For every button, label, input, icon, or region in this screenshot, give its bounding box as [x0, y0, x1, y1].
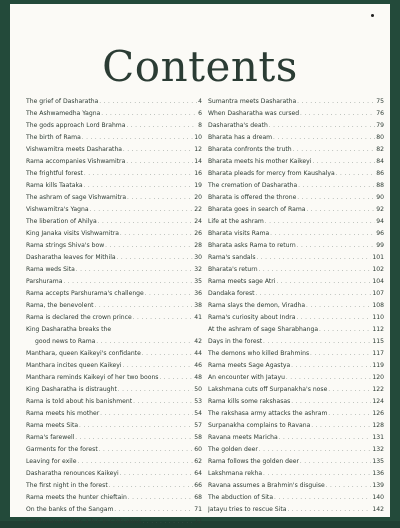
toc-entry-page: 99 — [376, 242, 384, 249]
toc-leader-dots — [310, 348, 371, 360]
toc-entry-page: 140 — [372, 494, 384, 501]
toc-entry-page: 120 — [372, 374, 384, 381]
toc-leader-dots — [328, 408, 371, 420]
toc-entry — [208, 180, 384, 192]
toc-entry — [208, 240, 384, 252]
toc-entry-page: 104 — [372, 278, 384, 285]
toc-leader-dots — [120, 468, 194, 480]
toc-entry-page: 80 — [376, 134, 384, 141]
toc-entry-title: The birth of Rama — [26, 134, 81, 141]
toc-column-right — [208, 96, 384, 516]
toc-entry-page: 72 — [194, 518, 202, 525]
toc-entry-page: 20 — [194, 194, 202, 201]
toc-entry-page: 92 — [376, 206, 384, 213]
toc-entry-page: 38 — [194, 302, 202, 309]
toc-entry-page: 71 — [194, 506, 202, 513]
toc-leader-dots — [297, 192, 375, 204]
toc-entry-page: 8 — [198, 122, 202, 129]
toc-entry-title: The ashram of sage Vishwamitra — [26, 194, 127, 201]
toc-entry-title: Dandaka forest — [208, 290, 255, 297]
toc-entry-title: Dasharatha renounces Kaikeyi — [26, 470, 119, 477]
page-title: Contents — [102, 42, 298, 91]
toc-entry-title: Ravana meets Maricha — [208, 434, 278, 441]
toc-entry-title: When Dasharatha was cursed — [208, 110, 300, 117]
toc-entry-page: 119 — [372, 362, 384, 369]
toc-entry — [208, 408, 384, 420]
toc-leader-dots — [300, 108, 375, 120]
toc-entry-title: Rama meets the hunter chieftain — [26, 494, 127, 501]
toc-entry — [208, 276, 384, 288]
toc-entry-title: Lakshmana cuts off Surpanakha's nose — [208, 386, 328, 393]
toc-entry — [26, 108, 202, 120]
toc-entry-title: Bharata meets his mother Kaikeyi — [208, 158, 312, 165]
toc-entry — [208, 348, 384, 360]
toc-leader-dots — [99, 96, 197, 108]
toc-entry — [26, 396, 202, 408]
toc-entry — [26, 480, 202, 492]
toc-leader-dots — [160, 372, 194, 384]
toc-entry-title: Rama follows the golden deer — [208, 458, 300, 465]
toc-leader-dots — [277, 276, 372, 288]
toc-entry — [208, 504, 384, 516]
toc-entry — [208, 384, 384, 396]
toc-leader-dots — [84, 168, 193, 180]
toc-entry — [26, 252, 202, 264]
toc-leader-dots — [293, 144, 376, 156]
toc-entry-title: Rama accepts Parshurama's challenge — [26, 290, 144, 297]
toc-entry-title: Rama kills some rakshasas — [208, 398, 291, 405]
toc-leader-dots — [123, 144, 193, 156]
toc-leader-dots — [95, 300, 194, 312]
toc-leader-dots — [120, 228, 193, 240]
toc-entry-title: An encounter with Jatayu — [208, 374, 285, 381]
toc-entry-page: 79 — [376, 122, 384, 129]
toc-entry-page: 48 — [194, 374, 202, 381]
toc-entry — [26, 228, 202, 240]
toc-entry — [208, 312, 384, 324]
toc-entry-page: 30 — [194, 254, 202, 261]
toc-entry-title: Leaving for exile — [26, 458, 77, 465]
toc-leader-dots — [84, 180, 194, 192]
toc-entry-title: The first night in the forest — [26, 482, 108, 489]
toc-entry-page: 112 — [372, 326, 384, 333]
toc-entry-page: 42 — [194, 338, 202, 345]
toc-entry-page: 58 — [194, 434, 202, 441]
toc-entry-page: 110 — [372, 314, 384, 321]
page-mark — [371, 14, 374, 17]
toc-leader-dots — [286, 372, 371, 384]
toc-leader-dots — [105, 240, 193, 252]
toc-leader-dots — [265, 216, 375, 228]
toc-entry-page: 122 — [372, 386, 384, 393]
toc-leader-dots — [259, 444, 372, 456]
toc-entry — [26, 156, 202, 168]
toc-leader-dots — [263, 336, 371, 348]
toc-entry-page: 75 — [376, 98, 384, 105]
toc-leader-dots — [77, 456, 193, 468]
toc-entry — [208, 96, 384, 108]
toc-leader-dots — [270, 228, 375, 240]
toc-entry — [208, 108, 384, 120]
toc-leader-dots — [257, 252, 372, 264]
toc-leader-dots — [297, 96, 375, 108]
toc-entry-page: 57 — [194, 422, 202, 429]
toc-entry-page: 132 — [372, 446, 384, 453]
toc-entry-title: Rama meets his mother — [26, 410, 100, 417]
toc-entry-title: King Janaka visits Vishwamitra — [26, 230, 119, 237]
toc-entry — [208, 420, 384, 432]
toc-leader-dots — [300, 456, 371, 468]
toc-entry — [208, 252, 384, 264]
toc-entry-page: 115 — [372, 338, 384, 345]
toc-entry — [26, 444, 202, 456]
toc-entry-title: Rama is told about his banishment — [26, 398, 133, 405]
toc-entry-title: The golden deer — [208, 446, 258, 453]
toc-leader-dots — [259, 264, 372, 276]
toc-leader-dots — [287, 504, 371, 516]
toc-entry-page: 53 — [194, 398, 202, 405]
toc-entry-title: On the banks of the Sangam — [26, 506, 114, 513]
toc-leader-dots — [123, 360, 194, 372]
toc-entry-page: 44 — [194, 350, 202, 357]
toc-entry — [26, 360, 202, 372]
toc-entry-page: 88 — [376, 182, 384, 189]
toc-leader-dots — [312, 156, 375, 168]
toc-entry-page: 68 — [194, 494, 202, 501]
toc-entry-title: The cremation of Dasharatha — [208, 182, 298, 189]
toc-leader-dots — [63, 276, 193, 288]
toc-entry — [208, 288, 384, 300]
toc-entry-page: 101 — [372, 254, 384, 261]
toc-entry — [26, 204, 202, 216]
toc-entry — [26, 264, 202, 276]
toc-entry-title: At the ashram of sage Sharabhanga — [208, 326, 319, 333]
toc-leader-dots — [291, 396, 371, 408]
toc-entry-title: Rama strings Shiva's bow — [26, 242, 105, 249]
toc-entry-title: The Ashwamedha Yagna — [26, 110, 101, 117]
toc-entry — [208, 216, 384, 228]
toc-leader-dots — [256, 288, 372, 300]
toc-entry-title: King Dasharatha breaks the — [26, 326, 112, 333]
toc-entry-title: The rakshasa army attacks the ashram — [208, 410, 328, 417]
toc-entry-page: 41 — [194, 314, 202, 321]
toc-entry — [208, 168, 384, 180]
toc-entry — [26, 192, 202, 204]
toc-entry — [26, 288, 202, 300]
toc-entry-title: Lakshmana rekha — [208, 470, 263, 477]
toc-entry-title: The grief of Dasharatha — [26, 98, 99, 105]
toc-leader-dots — [297, 312, 372, 324]
toc-leader-dots — [326, 480, 372, 492]
toc-entry-title: Rama weds Sita — [26, 266, 75, 273]
toc-leader-dots — [291, 360, 371, 372]
toc-entry — [26, 432, 202, 444]
toc-entry — [208, 300, 384, 312]
toc-entry — [26, 180, 202, 192]
toc-leader-dots — [273, 132, 375, 144]
toc-entry — [26, 348, 202, 360]
toc-leader-dots — [75, 432, 193, 444]
toc-leader-dots — [99, 444, 194, 456]
toc-leader-dots — [126, 156, 193, 168]
toc-entry — [208, 324, 384, 336]
toc-entry-page: 128 — [372, 422, 384, 429]
toc-entry — [26, 468, 202, 480]
toc-entry — [26, 276, 202, 288]
toc-entry-title: Rama's farewell — [26, 434, 75, 441]
toc-entry-page: 12 — [194, 146, 202, 153]
toc-entry — [26, 96, 202, 108]
toc-entry-page: 84 — [376, 158, 384, 165]
toc-entry — [208, 204, 384, 216]
toc-entry-page: 131 — [372, 434, 384, 441]
toc-leader-dots — [297, 240, 375, 252]
toc-entry — [208, 492, 384, 504]
toc-entry-page: 36 — [194, 290, 202, 297]
toc-entry — [208, 132, 384, 144]
toc-entry-title: Sumantra meets Dasharatha — [208, 98, 297, 105]
toc-entry — [26, 216, 202, 228]
toc-entry-page: 46 — [194, 362, 202, 369]
toc-entry-page: 60 — [194, 446, 202, 453]
toc-entry — [208, 456, 384, 468]
toc-entry-page: 90 — [376, 194, 384, 201]
toc-entry-title: The abduction of Sita — [208, 494, 274, 501]
toc-entry-page: 124 — [372, 398, 384, 405]
toc-entry-page: 94 — [376, 218, 384, 225]
toc-entry-page: 16 — [194, 170, 202, 177]
toc-entry-page: 4 — [198, 98, 202, 105]
toc-entry-page: 142 — [372, 506, 384, 513]
toc-entry — [26, 336, 202, 348]
toc-entry-title: Manthara incites queen Kaikeyi — [26, 362, 122, 369]
toc-leader-dots — [269, 120, 375, 132]
toc-entry-title: Dasharatha leaves for Mithila — [26, 254, 116, 261]
toc-entry — [26, 372, 202, 384]
toc-leader-dots — [82, 132, 193, 144]
toc-entry-page: 64 — [194, 470, 202, 477]
contents-page — [10, 4, 390, 525]
toc-entry — [208, 120, 384, 132]
toc-entry-page: 126 — [372, 410, 384, 417]
toc-entry — [208, 480, 384, 492]
toc-leader-dots — [109, 480, 194, 492]
toc-entry — [208, 192, 384, 204]
toc-entry — [26, 312, 202, 324]
toc-leader-dots — [311, 420, 371, 432]
toc-entry-title: Rama's curiosity about Indra — [208, 314, 296, 321]
toc-column-left — [26, 96, 202, 528]
toc-leader-dots — [143, 516, 194, 528]
toc-entry — [26, 492, 202, 504]
toc-entry-title: The frightful forest — [26, 170, 83, 177]
toc-entry — [26, 516, 202, 528]
toc-leader-dots — [101, 108, 197, 120]
toc-entry-page: 136 — [372, 470, 384, 477]
toc-entry-page: 135 — [372, 458, 384, 465]
toc-entry — [208, 432, 384, 444]
toc-entry-page: 50 — [194, 386, 202, 393]
toc-entry-title: The liberation of Ahilya — [26, 218, 97, 225]
toc-entry-title: Days in the forest — [208, 338, 263, 345]
toc-entry-title: Rama kills Taataka — [26, 182, 83, 189]
toc-entry — [208, 336, 384, 348]
toc-entry-title: Surpanakha complains to Ravana — [208, 422, 311, 429]
toc-leader-dots — [307, 204, 376, 216]
toc-entry — [208, 372, 384, 384]
toc-entry — [26, 132, 202, 144]
toc-entry — [26, 144, 202, 156]
toc-entry — [26, 408, 202, 420]
toc-leader-dots — [79, 420, 193, 432]
toc-entry-title: Parshurama — [26, 278, 63, 285]
toc-entry-title: Dasharatha's death — [208, 122, 268, 129]
toc-entry — [208, 264, 384, 276]
toc-leader-dots — [127, 192, 193, 204]
toc-entry-title: Bharata's return — [208, 266, 258, 273]
toc-entry-page: 6 — [198, 110, 202, 117]
toc-leader-dots — [90, 204, 194, 216]
toc-leader-dots — [117, 252, 194, 264]
toc-entry-page: 108 — [372, 302, 384, 309]
toc-entry — [26, 456, 202, 468]
toc-entry-page: 82 — [376, 146, 384, 153]
toc-entry-title: Vishwamitra's Yagna — [26, 206, 89, 213]
toc-entry-page: 102 — [372, 266, 384, 273]
toc-entry — [208, 468, 384, 480]
toc-entry-page: 96 — [376, 230, 384, 237]
toc-entry — [208, 444, 384, 456]
toc-entry-title: Rama accompanies Vishwamitra — [26, 158, 126, 165]
toc-entry-title: Bharata is offered the throne — [208, 194, 297, 201]
toc-entry-page: 26 — [194, 230, 202, 237]
toc-entry-page: 139 — [372, 482, 384, 489]
toc-entry-title: The demons who killed Brahmins — [208, 350, 310, 357]
toc-entry — [26, 384, 202, 396]
toc-leader-dots — [76, 264, 193, 276]
toc-entry — [26, 120, 202, 132]
toc-entry-title: Rama slays the demon, Viradha — [208, 302, 306, 309]
toc-entry-page: 107 — [372, 290, 384, 297]
toc-entry-page: 28 — [194, 242, 202, 249]
toc-leader-dots — [328, 384, 371, 396]
toc-entry-title: Bharata asks Rama to return — [208, 242, 296, 249]
toc-entry — [208, 360, 384, 372]
toc-entry-title: Rama is declared the crown prince — [26, 314, 132, 321]
toc-entry-title: Rama, the benevolent — [26, 302, 94, 309]
toc-entry-title: Lakshmana makes a hut in Chitrakoot — [26, 518, 142, 525]
toc-entry-page: 76 — [376, 110, 384, 117]
toc-entry — [26, 324, 202, 336]
toc-entry-title: Rama's sandals — [208, 254, 256, 261]
toc-leader-dots — [133, 312, 193, 324]
toc-entry-title: Life at the ashram — [208, 218, 264, 225]
toc-entry-title: Bharata visits Rama — [208, 230, 270, 237]
toc-leader-dots — [126, 120, 197, 132]
toc-entry-title: Rama meets sage Atri — [208, 278, 276, 285]
toc-leader-dots — [118, 384, 193, 396]
toc-leader-dots — [298, 180, 375, 192]
toc-leader-dots — [145, 288, 193, 300]
toc-entry-page: 66 — [194, 482, 202, 489]
toc-entry — [26, 168, 202, 180]
toc-leader-dots — [279, 432, 372, 444]
toc-entry-title: Manthara, queen Kaikeyi's confidante — [26, 350, 141, 357]
toc-entry — [208, 228, 384, 240]
toc-entry-page: 35 — [194, 278, 202, 285]
toc-entry-title: Jatayu tries to rescue Sita — [208, 506, 287, 513]
toc-entry-title: Rama meets Sita — [26, 422, 79, 429]
toc-entry-title: The gods approach Lord Brahma — [26, 122, 126, 129]
toc-leader-dots — [336, 168, 375, 180]
toc-leader-dots — [133, 396, 193, 408]
toc-entry-title: Garments for the forest — [26, 446, 98, 453]
toc-entry-title: Manthara reminds Kaikeyi of her two boons — [26, 374, 159, 381]
toc-entry-page: 62 — [194, 458, 202, 465]
toc-entry — [26, 240, 202, 252]
toc-leader-dots — [306, 300, 371, 312]
toc-leader-dots — [142, 348, 193, 360]
toc-leader-dots — [96, 336, 193, 348]
toc-entry-title: Rama meets Sage Agastya — [208, 362, 291, 369]
toc-leader-dots — [100, 408, 193, 420]
toc-leader-dots — [114, 504, 193, 516]
toc-entry-title: Bharata goes in search of Rama — [208, 206, 306, 213]
toc-entry — [208, 156, 384, 168]
toc-leader-dots — [98, 216, 194, 228]
toc-entry-title: King Dasharatha is distraught — [26, 386, 117, 393]
toc-entry-page: 14 — [194, 158, 202, 165]
toc-entry — [208, 396, 384, 408]
toc-entry-page: 22 — [194, 206, 202, 213]
toc-entry-page: 32 — [194, 266, 202, 273]
toc-leader-dots — [263, 468, 371, 480]
toc-entry — [208, 144, 384, 156]
toc-entry — [26, 420, 202, 432]
toc-entry-page: 117 — [372, 350, 384, 357]
toc-entry — [26, 504, 202, 516]
toc-leader-dots — [274, 492, 371, 504]
toc-entry-title: Bharata confronts the truth — [208, 146, 292, 153]
toc-entry-title: Bharata has a dream — [208, 134, 273, 141]
toc-entry-title: Bharata pleads for mercy from Kaushalya — [208, 170, 335, 177]
toc-entry — [26, 300, 202, 312]
toc-entry-page: 54 — [194, 410, 202, 417]
toc-entry-page: 10 — [194, 134, 202, 141]
toc-leader-dots — [319, 324, 371, 336]
toc-leader-dots — [128, 492, 193, 504]
toc-entry-title: good news to Rama — [35, 338, 96, 345]
toc-entry-title: Vishwamitra meets Dasharatha — [26, 146, 123, 153]
toc-entry-page: 24 — [194, 218, 202, 225]
toc-entry-title: Ravana assumes a Brahmin's disguise — [208, 482, 325, 489]
toc-entry-page: 19 — [194, 182, 202, 189]
toc-entry-page: 86 — [376, 170, 384, 177]
